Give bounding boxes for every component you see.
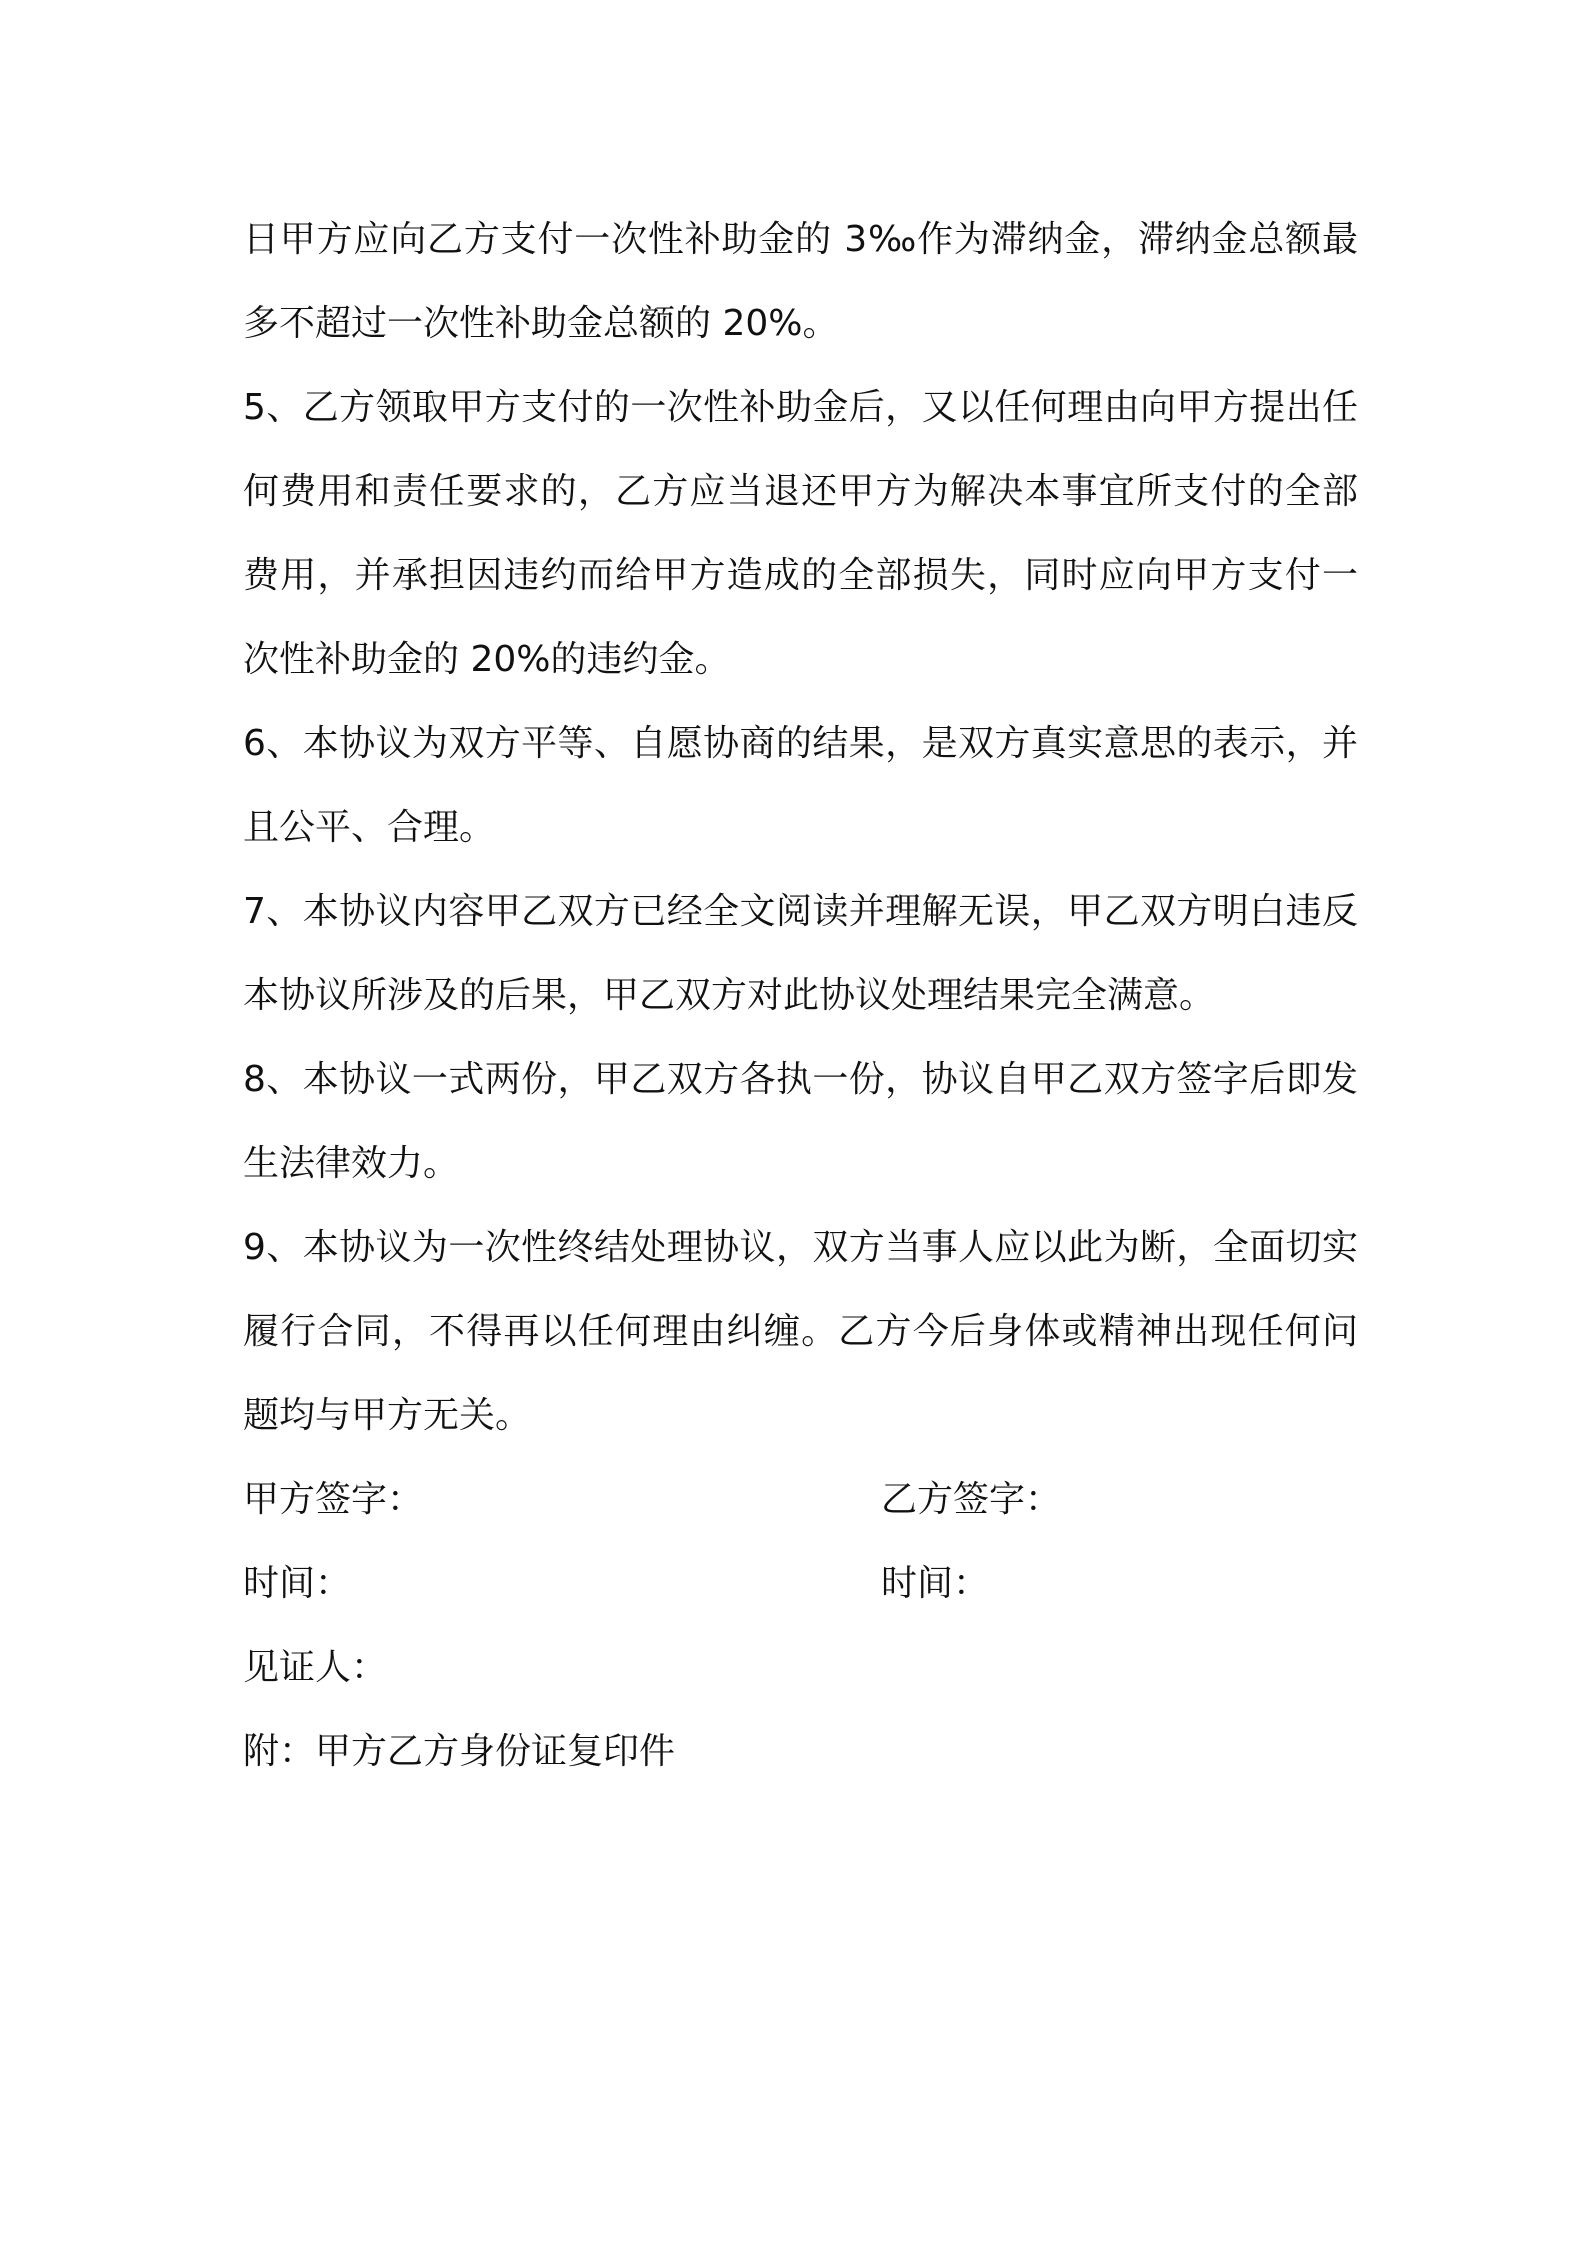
paragraph-penalty-continuation: 日甲方应向乙方支付一次性补助金的 3‰作为滞纳金，滞纳金总额最多不超过一次性补助金总额的 20%。 [243,219,1358,344]
party-a-time-label: 时间： [243,1563,352,1604]
attachment-row [243,1710,1358,1794]
document-body [243,198,1358,1794]
party-b-time-label: 时间： [881,1563,990,1604]
paragraph-clause-8: 8、本协议一式两份，甲乙双方各执一份，协议自甲乙双方签字后即发生法律效力。 [243,1059,1358,1184]
date-row [243,1542,1358,1626]
party-a-signature-label: 甲方签字： [243,1479,424,1520]
paragraph-clause-5: 5、乙方领取甲方支付的一次性补助金后，又以任何理由向甲方提出任何费用和责任要求的，乙方应当退还甲方为解决本事宜所支付的全部费用，并承担因违约而给甲方造成的全部损失，同时应向甲方支付一次性补助金的 20%的违约金。 [243,387,1358,680]
witness-row [243,1626,1358,1710]
paragraph-clause-7: 7、本协议内容甲乙双方已经全文阅读并理解无误，甲乙双方明白违反本协议所涉及的后果，甲乙双方对此协议处理结果完全满意。 [243,891,1358,1016]
paragraph-clause-9: 9、本协议为一次性终结处理协议，双方当事人应以此为断，全面切实履行合同，不得再以任何理由纠缠。乙方今后身体或精神出现任何问题均与甲方无关。 [243,1227,1358,1436]
party-b-signature-label: 乙方签字： [881,1479,1062,1520]
paragraph-clause-6: 6、本协议为双方平等、自愿协商的结果，是双方真实意思的表示，并且公平、合理。 [243,723,1358,848]
signature-row [243,1458,1358,1542]
witness-label: 见证人： [243,1647,388,1688]
attachment-note: 附：甲方乙方身份证复印件 [243,1731,676,1772]
